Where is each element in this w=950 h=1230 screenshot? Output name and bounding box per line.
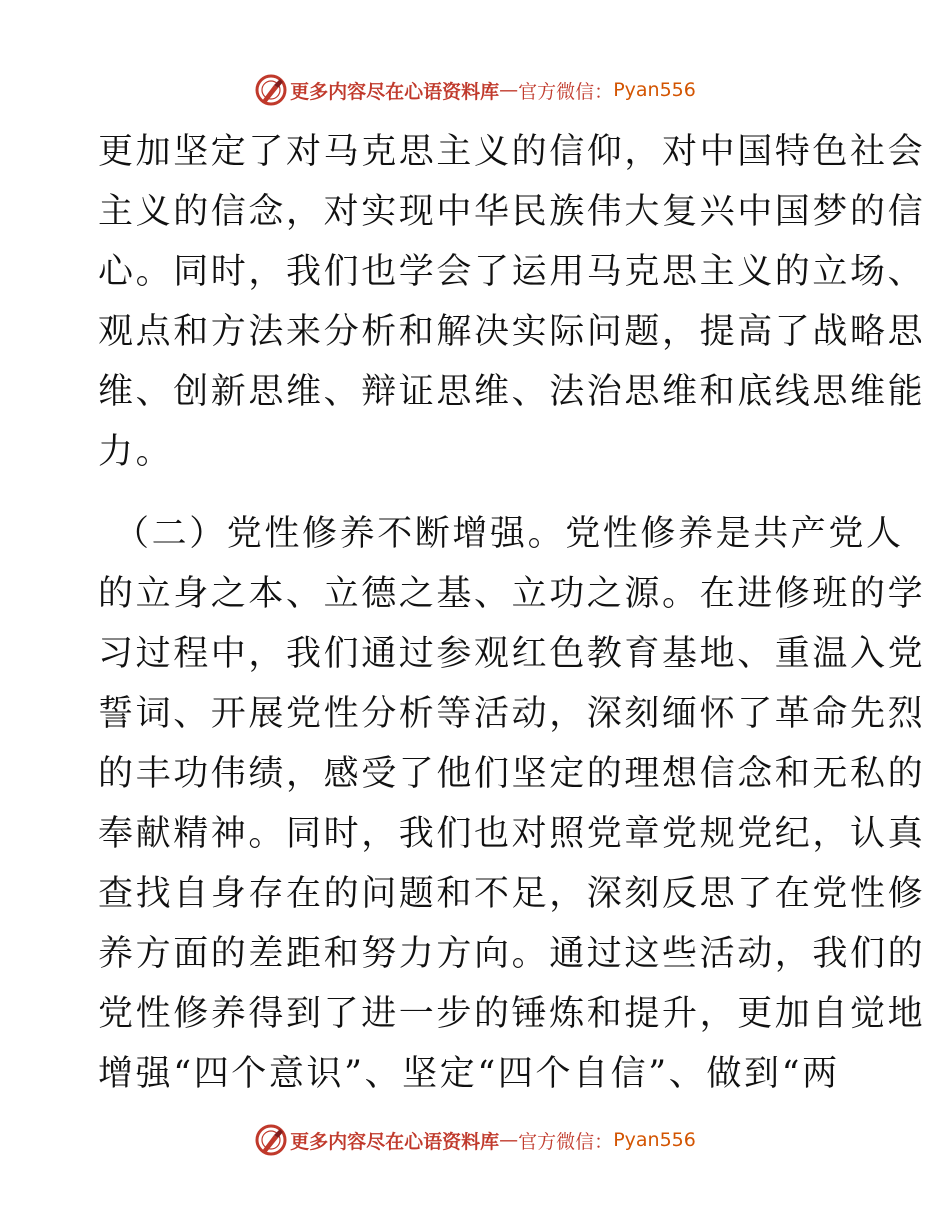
text-line: 养方面的差距和努力方向。通过这些活动，我们的 (98, 934, 926, 974)
text-line: 习过程中，我们通过参观红色教育基地、重温入党 (98, 634, 926, 674)
text-line: 党性修养得到了进一步的锤炼和提升，更加自觉地 (98, 994, 926, 1034)
pen-logo-icon (254, 73, 288, 107)
text-line: 查找自身存在的问题和不足，深刻反思了在党性修 (98, 874, 926, 914)
text-line: 奉献精神。同时，我们也对照党章党规党纪，认真 (98, 814, 926, 854)
header-banner (0, 70, 950, 110)
text-line: 心。同时，我们也学会了运用马克思主义的立场、 (98, 252, 926, 292)
banner-dash: — (499, 1129, 519, 1151)
document-body (98, 122, 926, 1104)
banner-wechat-id: Pyan556 (613, 79, 696, 101)
text-line: 更加坚定了对马克思主义的信仰，对中国特色社会 (98, 132, 926, 172)
banner-wechat-label: 官方微信： (518, 1130, 614, 1153)
banner-wechat-label: 官方微信： (518, 80, 614, 103)
text-line: 主义的信念，对实现中华民族伟大复兴中国梦的信 (98, 192, 926, 232)
text-line: 力。 (98, 432, 174, 472)
text-line: 的立身之本、立德之基、立功之源。在进修班的学 (98, 574, 926, 614)
text-line: 誓词、开展党性分析等活动，深刻缅怀了革命先烈 (98, 694, 926, 734)
text-line: 维、创新思维、辩证思维、法治思维和底线思维能 (98, 372, 926, 412)
text-line: 观点和方法来分析和解决实际问题，提高了战略思 (98, 312, 926, 352)
text-line: 增强“四个意识”、坚定“四个自信”、做到“两 (98, 1054, 840, 1094)
banner-wechat-id: Pyan556 (613, 1129, 696, 1151)
banner-text: 更多内容尽在心语资料库 (290, 80, 500, 103)
banner-text: 更多内容尽在心语资料库 (290, 1130, 500, 1153)
paragraph-1 (98, 122, 926, 482)
banner-dash: — (499, 79, 519, 101)
text-line: 的丰功伟绩，感受了他们坚定的理想信念和无私的 (98, 754, 926, 794)
paragraph-2 (98, 504, 926, 1104)
text-line: （二）党性修养不断增强。党性修养是共产党人 (114, 514, 904, 554)
footer-banner (0, 1120, 950, 1160)
pen-logo-icon (254, 1123, 288, 1157)
